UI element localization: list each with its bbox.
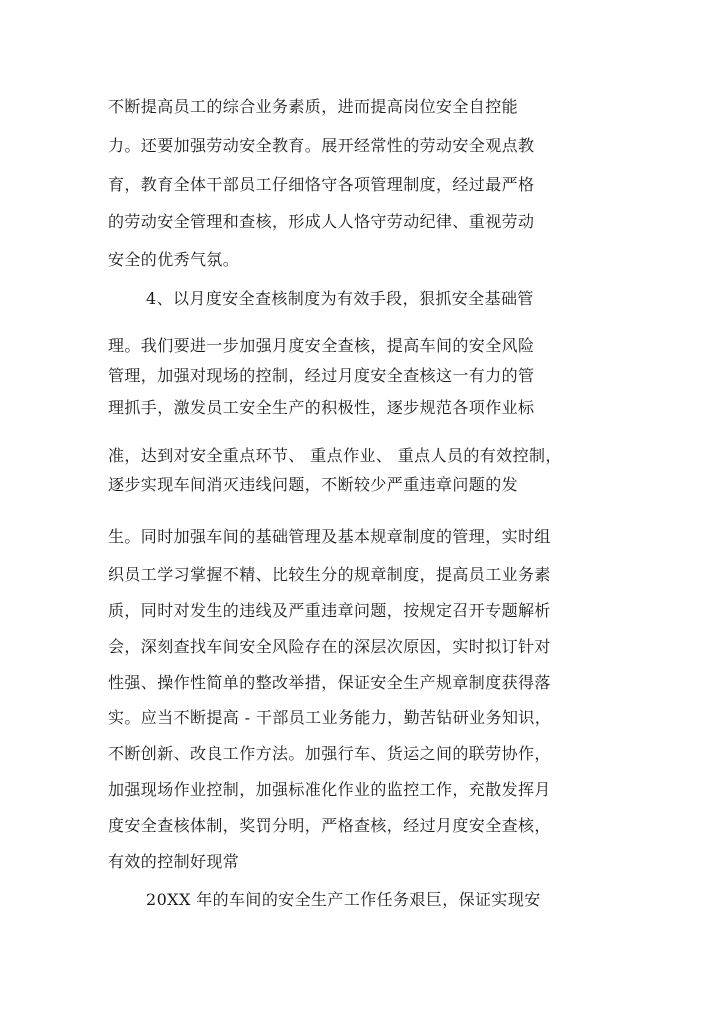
text-line: 逐步实现车间消灭违线问题，不断较少严重违章问题的发: [108, 475, 519, 494]
text-line: 管理，加强对现场的控制，经过月度安全查核这一有力的管: [108, 366, 535, 385]
text-line: 不断创新、改良工作方法。加强行车、货运之间的联劳协作，: [108, 744, 551, 763]
text-line: 会，深刻查找车间安全风险存在的深层次原因，实时拟订针对: [108, 637, 551, 656]
text-line: 20XX 年的车间的安全生产工作任务艰巨，保证实现安: [146, 890, 541, 909]
text-line: 的劳动安全管理和查核，形成人人恪守劳动纪律、重视劳动: [108, 212, 535, 231]
text-line: 安全的优秀气氛。: [108, 250, 240, 269]
text-line: 度安全查核体制，奖罚分明，严格查核，经过月度安全查核，: [108, 816, 551, 835]
text-line: 加强现场作业控制，加强标准化作业的监控工作，充散发挥月: [108, 780, 551, 799]
text-line: 育，教育全体干部员工仔细恪守各项管理制度，经过最严格: [108, 175, 535, 194]
text-line: 理。我们要进一步加强月度安全查核，提高车间的安全风险: [108, 336, 535, 355]
text-line: 力。还要加强劳动安全教育。展开经常性的劳动安全观点教: [108, 136, 535, 155]
text-line: 理抓手，激发员工安全生产的积极性，逐步规范各项作业标: [108, 398, 535, 417]
text-line: 实。应当不断提高 - 干部员工业务能力，勤苦钻研业务知识，: [108, 708, 552, 727]
paragraph-heading: 4、以月度安全查核制度为有效手段，狠抓安全基础管: [146, 289, 534, 308]
text-line: 有效的控制好现常: [108, 852, 240, 871]
text-line: 性强、操作性简单的整改举措，保证安全生产规章制度获得落: [108, 673, 551, 692]
text-line: 织员工学习掌握不精、比较生分的规章制度，提高员工业务素: [108, 565, 551, 584]
text-line: 不断提高员工的综合业务素质，进而提高岗位安全自控能: [108, 97, 519, 116]
text-line: 生。同时加强车间的基础管理及基本规章制度的管理，实时组: [108, 527, 551, 546]
text-line: 准，达到对安全重点环节、 重点作业、 重点人员的有效控制，: [108, 446, 562, 465]
text-line: 质，同时对发生的违线及严重违章问题，按规定召开专题解析: [108, 601, 551, 620]
